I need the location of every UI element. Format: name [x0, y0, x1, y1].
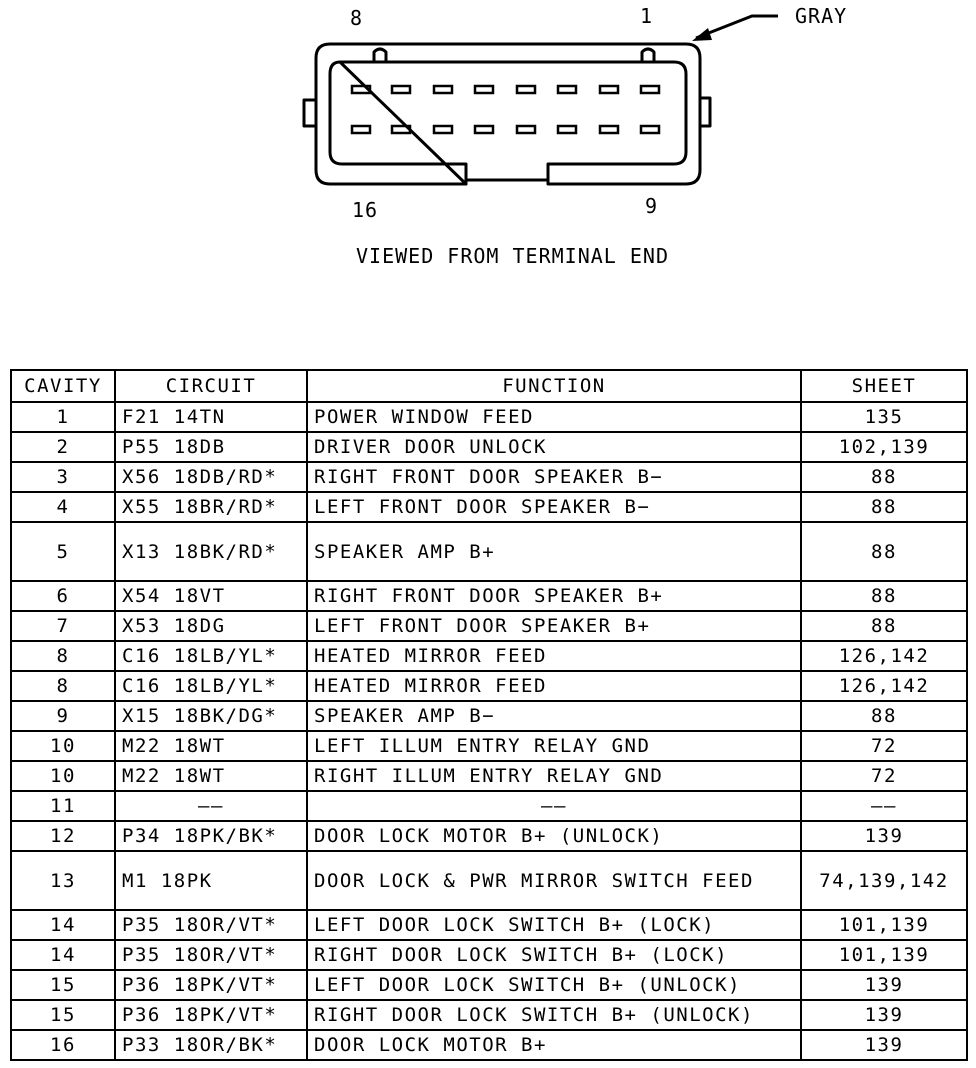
table-header-row [11, 370, 967, 402]
circuit-cell: P55 18DB [115, 432, 307, 462]
table-row [11, 1030, 967, 1060]
function-cell: SPEAKER AMP B+ [307, 522, 801, 581]
gray-arrowhead [692, 28, 712, 41]
sheet-cell: 88 [801, 611, 967, 641]
cavity-cell: 15 [11, 970, 115, 1000]
cavity-cell: 6 [11, 581, 115, 611]
circuit-cell: M22 18WT [115, 761, 307, 791]
function-cell: LEFT DOOR LOCK SWITCH B+ (UNLOCK) [307, 970, 801, 1000]
cavity-cell: 4 [11, 492, 115, 522]
terminal-cavity-bottom-3 [434, 126, 452, 133]
circuit-cell: M1 18PK [115, 851, 307, 910]
cavity-cell: 14 [11, 940, 115, 970]
table-row [11, 1000, 967, 1030]
table-row [11, 492, 967, 522]
function-cell: SPEAKER AMP B− [307, 701, 801, 731]
table-row [11, 940, 967, 970]
terminal-cavity-top-5 [517, 86, 535, 93]
table-row [11, 731, 967, 761]
sheet-cell: 88 [801, 701, 967, 731]
sheet-cell: 139 [801, 970, 967, 1000]
terminal-cavity-bottom-8 [641, 126, 659, 133]
table-row [11, 910, 967, 940]
table-row [11, 791, 967, 821]
circuit-cell: C16 18LB/YL* [115, 671, 307, 701]
function-cell: RIGHT DOOR LOCK SWITCH B+ (UNLOCK) [307, 1000, 801, 1030]
function-cell: DOOR LOCK MOTOR B+ (UNLOCK) [307, 821, 801, 851]
pin-label-9: 9 [645, 194, 659, 218]
table-row [11, 671, 967, 701]
circuit-cell: X55 18BR/RD* [115, 492, 307, 522]
pin-label-1: 1 [640, 4, 654, 28]
terminal-cavity-bottom-7 [600, 126, 618, 133]
sheet-cell: 126,142 [801, 641, 967, 671]
table-row [11, 970, 967, 1000]
cavity-cell: 5 [11, 522, 115, 581]
cavity-cell: 16 [11, 1030, 115, 1060]
table-row [11, 611, 967, 641]
function-cell: LEFT FRONT DOOR SPEAKER B+ [307, 611, 801, 641]
terminal-cavity-top-7 [600, 86, 618, 93]
connector-side-left [304, 100, 316, 126]
cavity-cell: 2 [11, 432, 115, 462]
table-row [11, 851, 967, 910]
terminal-cavity-bottom-1 [352, 126, 370, 133]
circuit-cell: P36 18PK/VT* [115, 1000, 307, 1030]
cavity-cell: 10 [11, 761, 115, 791]
table-row [11, 641, 967, 671]
terminal-cavity-bottom-4 [475, 126, 493, 133]
function-cell: RIGHT ILLUM ENTRY RELAY GND [307, 761, 801, 791]
sheet-cell: 139 [801, 1030, 967, 1060]
table-row [11, 701, 967, 731]
circuit-cell: M22 18WT [115, 731, 307, 761]
cavity-cell: 10 [11, 731, 115, 761]
sheet-cell: 88 [801, 462, 967, 492]
sheet-cell: 88 [801, 522, 967, 581]
circuit-cell: X13 18BK/RD* [115, 522, 307, 581]
terminal-cavity-top-8 [641, 86, 659, 93]
terminal-cavity-top-6 [558, 86, 576, 93]
circuit-cell: C16 18LB/YL* [115, 641, 307, 671]
cavity-cell: 9 [11, 701, 115, 731]
table-row [11, 462, 967, 492]
circuit-cell: P36 18PK/VT* [115, 970, 307, 1000]
terminal-cavity-bottom-2 [392, 126, 410, 133]
terminal-cavity-top-3 [434, 86, 452, 93]
header-circuit: CIRCUIT [115, 370, 307, 402]
color-label: GRAY [795, 4, 848, 28]
sheet-cell: 88 [801, 581, 967, 611]
function-cell: RIGHT FRONT DOOR SPEAKER B+ [307, 581, 801, 611]
sheet-cell: 74,139,142 [801, 851, 967, 910]
cavity-cell: 8 [11, 641, 115, 671]
function-cell: DRIVER DOOR UNLOCK [307, 432, 801, 462]
cavity-cell: 14 [11, 910, 115, 940]
pin-label-8: 8 [350, 6, 364, 30]
cavity-cell: 3 [11, 462, 115, 492]
function-cell: RIGHT FRONT DOOR SPEAKER B− [307, 462, 801, 492]
terminal-cavity-bottom-6 [558, 126, 576, 133]
sheet-cell: 101,139 [801, 910, 967, 940]
function-cell: RIGHT DOOR LOCK SWITCH B+ (LOCK) [307, 940, 801, 970]
sheet-cell: 135 [801, 402, 967, 432]
circuit-cell: —— [115, 791, 307, 821]
pin-label-16: 16 [352, 198, 379, 222]
table-row [11, 402, 967, 432]
table-row [11, 821, 967, 851]
function-cell: DOOR LOCK MOTOR B+ [307, 1030, 801, 1060]
circuit-cell: X53 18DG [115, 611, 307, 641]
function-cell: POWER WINDOW FEED [307, 402, 801, 432]
terminal-cavity-top-4 [475, 86, 493, 93]
cavity-cell: 11 [11, 791, 115, 821]
sheet-cell: 126,142 [801, 671, 967, 701]
cavity-cell: 7 [11, 611, 115, 641]
function-cell: —— [307, 791, 801, 821]
circuit-cell: X54 18VT [115, 581, 307, 611]
connector-tab-left [374, 49, 386, 62]
circuit-cell: P35 18OR/VT* [115, 940, 307, 970]
cavity-cell: 1 [11, 402, 115, 432]
terminal-cavities [352, 86, 659, 133]
circuit-cell: X56 18DB/RD* [115, 462, 307, 492]
terminal-cavity-top-2 [392, 86, 410, 93]
circuit-cell: X15 18BK/DG* [115, 701, 307, 731]
connector-housing-inner [330, 62, 686, 184]
sheet-cell: 88 [801, 492, 967, 522]
sheet-cell: —— [801, 791, 967, 821]
function-cell: LEFT DOOR LOCK SWITCH B+ (LOCK) [307, 910, 801, 940]
cavity-cell: 15 [11, 1000, 115, 1030]
table-row [11, 522, 967, 581]
function-cell: LEFT ILLUM ENTRY RELAY GND [307, 731, 801, 761]
terminal-cavity-bottom-5 [517, 126, 535, 133]
cavity-cell: 8 [11, 671, 115, 701]
circuit-cell: F21 14TN [115, 402, 307, 432]
function-cell: HEATED MIRROR FEED [307, 641, 801, 671]
header-function: FUNCTION [307, 370, 801, 402]
circuit-cell: P34 18PK/BK* [115, 821, 307, 851]
header-cavity: CAVITY [11, 370, 115, 402]
header-sheet: SHEET [801, 370, 967, 402]
sheet-cell: 72 [801, 761, 967, 791]
function-cell: DOOR LOCK & PWR MIRROR SWITCH FEED [307, 851, 801, 910]
sheet-cell: 139 [801, 1000, 967, 1030]
table-row [11, 761, 967, 791]
function-cell: LEFT FRONT DOOR SPEAKER B− [307, 492, 801, 522]
pinout-table [10, 369, 968, 1061]
sheet-cell: 72 [801, 731, 967, 761]
table-row [11, 432, 967, 462]
view-caption: VIEWED FROM TERMINAL END [356, 244, 669, 268]
cavity-cell: 13 [11, 851, 115, 910]
connector-tab-right [642, 49, 654, 62]
function-cell: HEATED MIRROR FEED [307, 671, 801, 701]
table-row [11, 581, 967, 611]
sheet-cell: 101,139 [801, 940, 967, 970]
cavity-cell: 12 [11, 821, 115, 851]
circuit-cell: P33 18OR/BK* [115, 1030, 307, 1060]
sheet-cell: 102,139 [801, 432, 967, 462]
sheet-cell: 139 [801, 821, 967, 851]
circuit-cell: P35 18OR/VT* [115, 910, 307, 940]
